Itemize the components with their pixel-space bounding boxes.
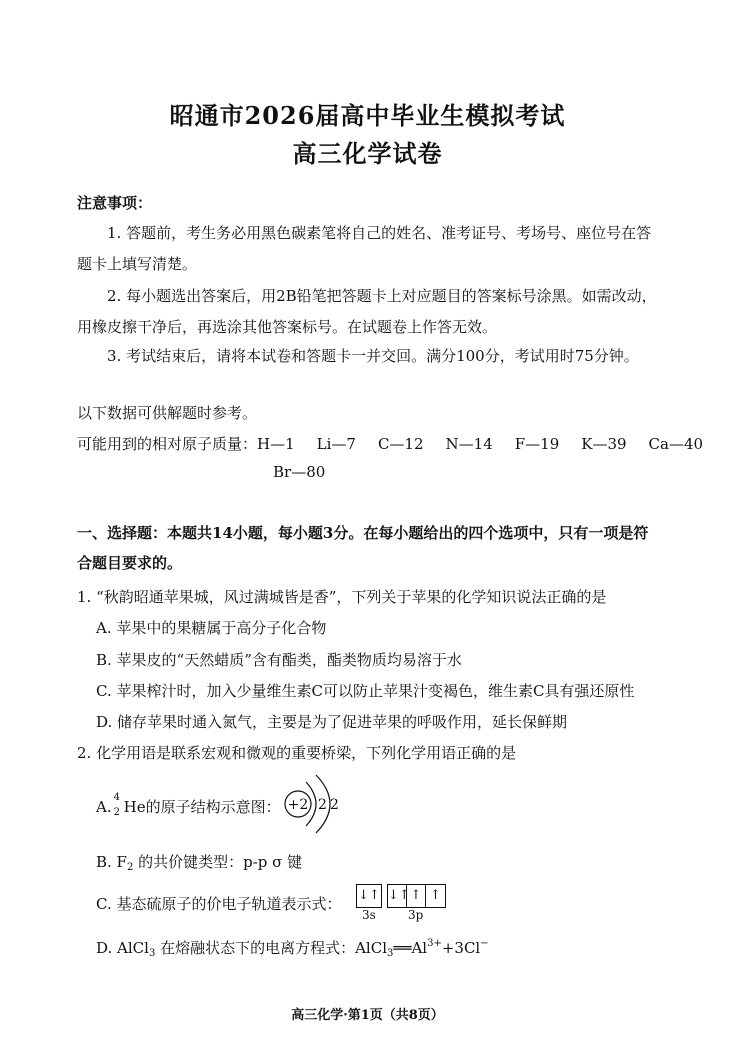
orbital-3p-label: 3p (408, 908, 424, 922)
atomic-mass-row (77, 433, 725, 454)
notice-item-1-line-1: 1. 答题前，考生务必用黑色碳素笔将自己的姓名、准考证号、考场号、座位号在答 (107, 224, 652, 242)
question-1-stem: 1. “秋韵昭通苹果城，风过满城皆是香”，下列关于苹果的化学知识说法正确的是 (77, 588, 607, 606)
atomic-mass-item: K—39 (581, 435, 627, 453)
atomic-mass-item: F—19 (514, 435, 560, 453)
section-heading-line-2: 合题目要求的。 (77, 554, 183, 572)
atomic-mass-item: H—1 (257, 435, 295, 453)
nucleus-charge: +2 (287, 797, 309, 813)
exam-subtitle: 高三化学试卷 (292, 139, 443, 168)
question-2-option-a: A. 4 2 He的原子结构示意图： (96, 792, 281, 818)
atomic-mass-label: 可能用到的相对原子质量： (77, 435, 258, 453)
orbital-3s-label: 3s (362, 908, 376, 922)
question-1-option-b: B. 苹果皮的“天然蜡质”含有酯类，酯类物质均易溶于水 (96, 651, 462, 669)
orbital-3p-cell-2: ↑ (407, 885, 426, 907)
notice-heading: 注意事项： (77, 194, 153, 212)
shell-2-electrons: 2 (330, 797, 339, 813)
question-2-option-d: D. AlCl$_3$ 在熔融状态下的电离方程式：$AlCl_3══Al^{3+}+3Cl^-$ (96, 938, 489, 959)
question-2-option-c: C. 基态硫原子的价电子轨道表示式： (96, 895, 342, 913)
question-2-stem: 2. 化学用语是联系宏观和微观的重要桥梁，下列化学用语正确的是 (77, 744, 517, 762)
question-1-option-a: A. 苹果中的果糖属于高分子化合物 (96, 619, 327, 637)
question-2-option-b: B. $F_2$ 的共价键类型：p-p σ 键 (96, 853, 303, 873)
notice-item-3: 3. 考试结束后，请将本试卷和答题卡一并交回。满分100分，考试用时75分钟。 (107, 347, 639, 365)
nuclide-notation: 4 2 (113, 792, 120, 818)
atomic-mass-item: N—14 (445, 435, 493, 453)
atomic-mass-item: Ca—40 (648, 435, 704, 453)
notice-item-2-line-2: 用橡皮擦干净后，再选涂其他答案标号。在试题卷上作答无效。 (77, 318, 498, 336)
section-heading-line-1: 一、选择题：本题共14小题，每小题3分。在每小题给出的四个选项中，只有一项是符 (77, 524, 649, 542)
orbital-3s-box (356, 884, 382, 908)
orbital-3p-box (387, 884, 446, 908)
shell-1-electrons: 2 (318, 797, 327, 813)
atomic-mass-item: Li—7 (316, 435, 356, 453)
reference-intro: 以下数据可供解题时参考。 (77, 404, 258, 422)
exam-title: 昭通市2026届高中毕业生模拟考试 (169, 101, 566, 130)
notice-item-2-line-1: 2. 每小题选出答案后，用2B铅笔把答题卡上对应题目的答案标号涂黑。如需改动， (107, 287, 657, 305)
atomic-structure-diagram (278, 770, 358, 840)
question-1-option-d: D. 储存苹果时通入氮气，主要是为了促进苹果的呼吸作用，延长保鲜期 (96, 713, 568, 731)
atomic-mass-item: C—12 (377, 435, 424, 453)
atomic-mass-list (257, 435, 725, 453)
atomic-mass-br: Br—80 (273, 463, 326, 481)
equation-arrow: ══ (393, 939, 412, 957)
notice-item-1-line-2: 题卡上填写清楚。 (77, 255, 198, 273)
orbital-3p-cell-3: ↑ (430, 888, 441, 903)
orbital-3p-cell-1: ↓↑ (388, 885, 407, 907)
page-footer: 高三化学·第1页（共8页） (291, 1008, 444, 1023)
orbital-3s-electrons: ↓↑ (358, 888, 380, 903)
question-1-option-c: C. 苹果榨汁时，加入少量维生素C可以防止苹果汁变褐色，维生素C具有强还原性 (96, 682, 635, 700)
